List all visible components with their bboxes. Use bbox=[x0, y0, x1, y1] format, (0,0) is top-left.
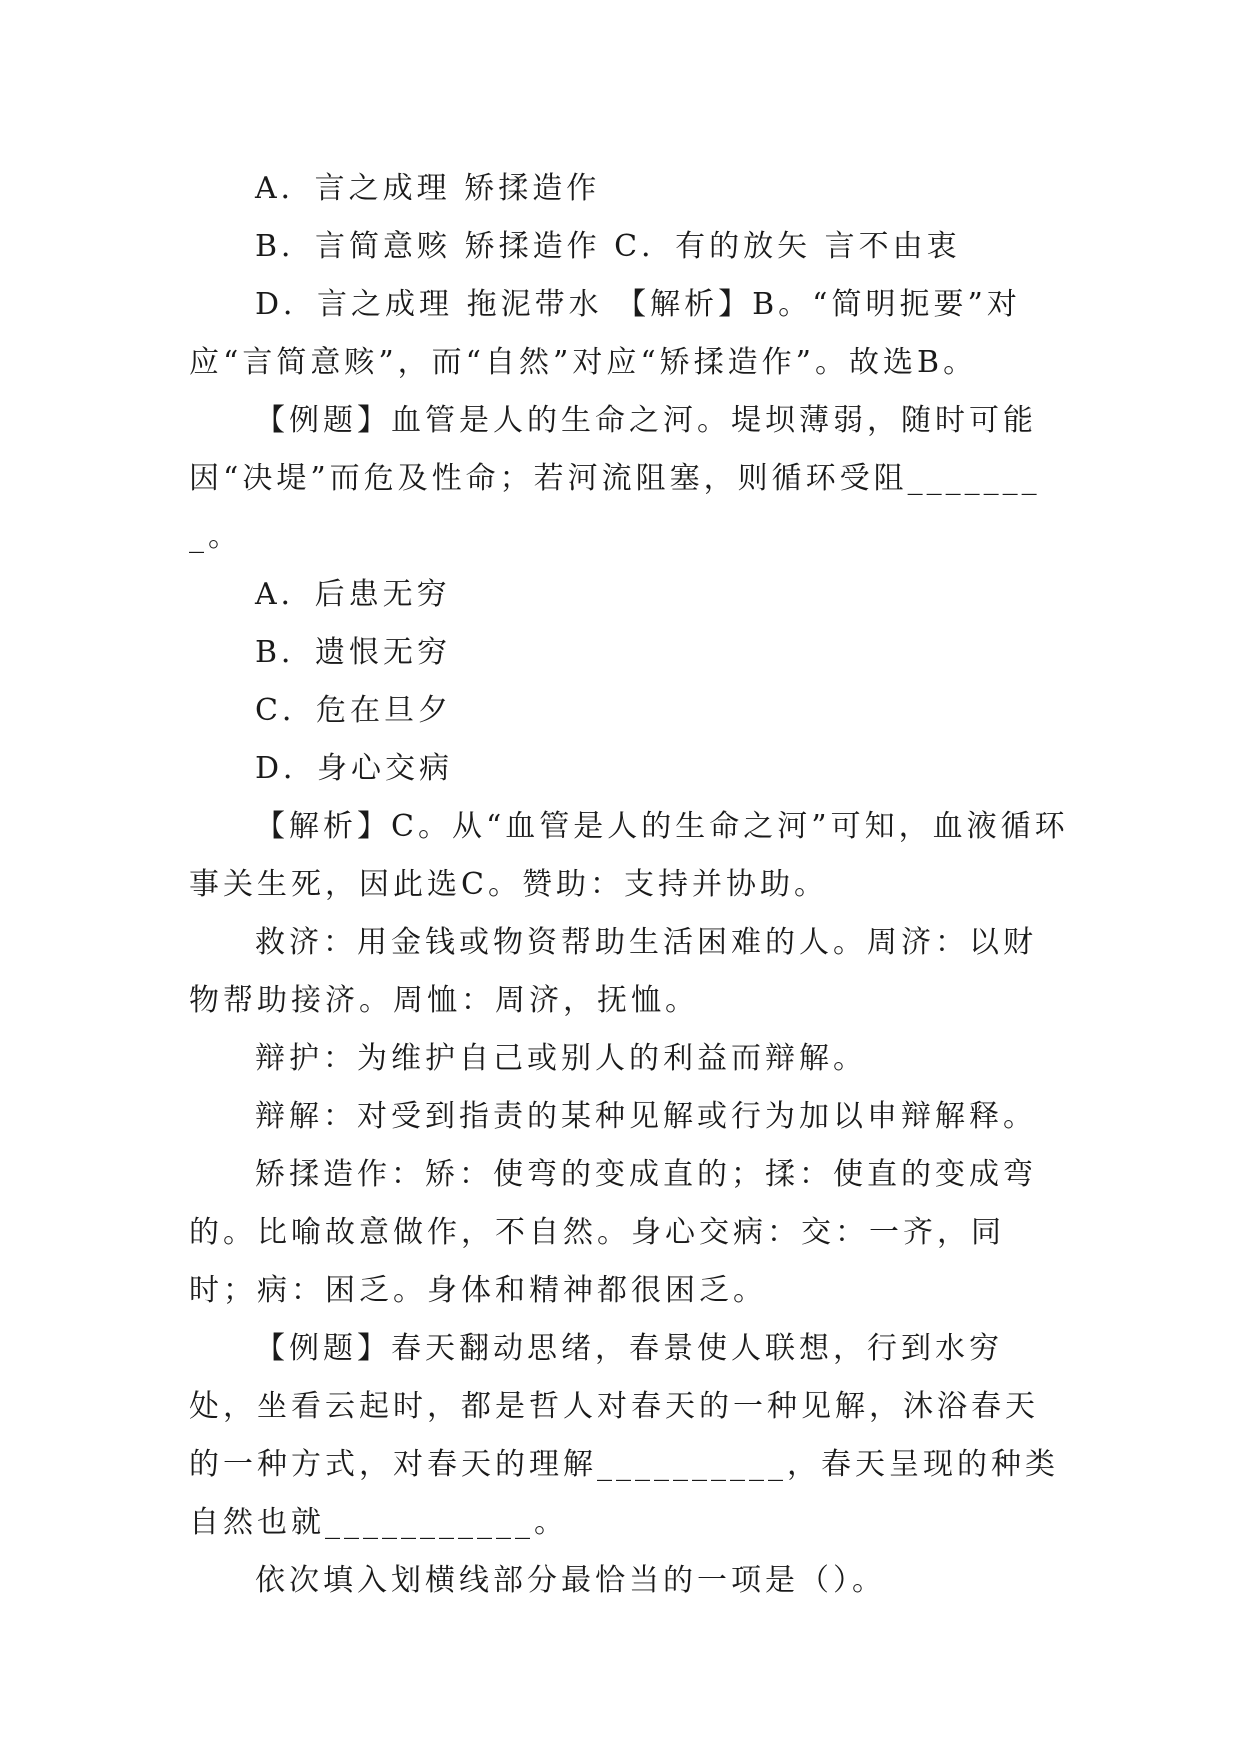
option-d-analysis-1: D．言之成理 拖泥带水 【解析】B。“简明扼要”对应“言简意赅”，而“自然”对应“矫揉造作”。故选B。 bbox=[189, 287, 1021, 380]
definition-jiuji: 救济：用金钱或物资帮助生活困难的人。周济：以财物帮助接济。周恤：周济，抚恤。 bbox=[189, 925, 1037, 1018]
document-body bbox=[189, 160, 1069, 1610]
analysis-2: 【解析】C。从“血管是人的生命之河”可知，血液循环事关生死，因此选C。赞助：支持并协助。 bbox=[189, 809, 1069, 902]
option-b-2: B．遗恨无穷 bbox=[255, 635, 452, 670]
option-c-2: C．危在旦夕 bbox=[255, 693, 452, 728]
option-a-1: A．言之成理 矫揉造作 bbox=[255, 171, 601, 206]
option-b-c-1: B．言简意赅 矫揉造作 C．有的放矢 言不由衷 bbox=[255, 229, 961, 264]
example-question-2: 【例题】血管是人的生命之河。堤坝薄弱，随时可能因“决堤”而危及性命；若河流阻塞，则循环受阻________。 bbox=[189, 403, 1041, 554]
example-question-3: 【例题】春天翻动思绪，春景使人联想，行到水穷处，坐看云起时，都是哲人对春天的一种见解，沐浴春天的一种方式，对春天的理解__________，春天呈现的种类自然也就___________。 bbox=[189, 1331, 1059, 1540]
option-d-2: D．身心交病 bbox=[255, 751, 454, 786]
definition-bianhu: 辩护：为维护自己或别人的利益而辩解。 bbox=[255, 1041, 867, 1076]
definition-bianjie: 辩解：对受到指责的某种见解或行为加以申辩解释。 bbox=[255, 1099, 1037, 1134]
option-a-2: A．后患无穷 bbox=[255, 577, 451, 612]
question-instruction: 依次填入划横线部分最恰当的一项是（）。 bbox=[255, 1563, 886, 1598]
definition-jiaorouzaozuo: 矫揉造作：矫：使弯的变成直的；揉：使直的变成弯的。比喻故意做作，不自然。身心交病：交：一齐，同时；病：困乏。身体和精神都很困乏。 bbox=[189, 1157, 1037, 1308]
